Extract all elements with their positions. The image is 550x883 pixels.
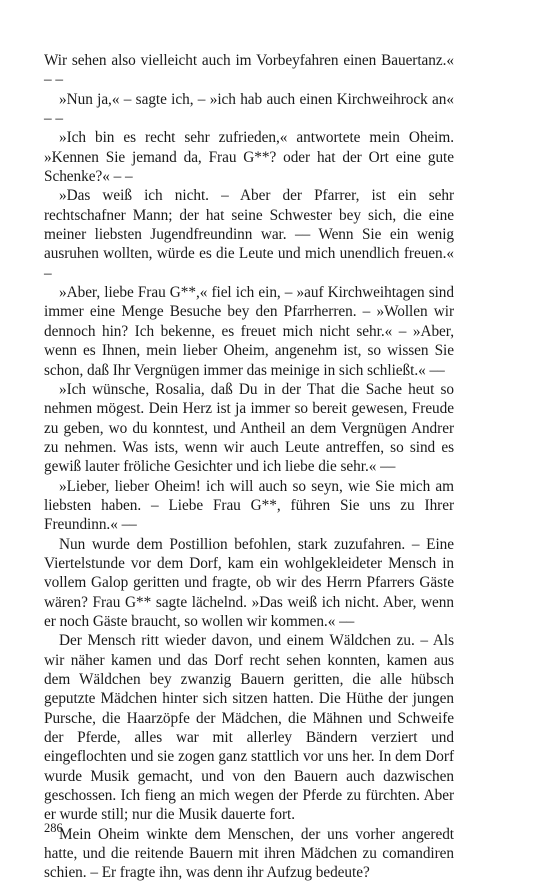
page-number: 286 xyxy=(44,821,63,835)
body-text xyxy=(44,51,454,883)
paragraph: »Das weiß ich nicht. – Aber der Pfarrer, ist ein sehr rechtschafner Mann; der hat seine Schwester bey sich, die eine meiner liebsten Jugendfreundinn war. –– Wenn Sie ein wenig ausruhen wollten, würde es die Leute und mich unendlich freuen.« – xyxy=(44,187,454,282)
paragraph: »Ich wünsche, Rosalia, daß Du in der That die Sache heut so nehmen mögest. Dein Herz ist ja immer so bereit gewesen, Freude zu geben, wo du konntest, und Antheil an dem Vergnügen Andrer zu nehmen. Was ists, wenn wir auch Leute antreffen, so sind es gewiß lauter fröliche Gesichter und ich liebe die sehr.« –– xyxy=(44,380,454,476)
paragraph: »Nun ja,« – sagte ich, – »ich hab auch einen Kirchweihrock an« – – xyxy=(44,90,454,128)
paragraph: Nun wurde dem Postillion befohlen, stark zuzufahren. – Eine Viertelstunde vor dem Dorf, kam ein wohlgekleideter Mensch in vollem Galop geritten und fragte, ob wir des Herrn Pfarrers Gäste wären? Frau G** sagte lächelnd. »Das weiß ich nicht. Aber, wenn er noch Gäste braucht, so wollen wir kommen.« –– xyxy=(44,535,454,630)
paragraph: Mein Oheim winkte dem Menschen, der uns vorher angeredt hatte, und die reitende Bauern mit ihren Mädchen zu comandiren schien. – Er fragte ihn, was denn ihr Aufzug bedeute? xyxy=(44,825,454,882)
paragraph: »Ich bin es recht sehr zufrieden,« antwortete mein Oheim. »Kennen Sie jemand da, Frau G**? oder hat der Ort eine gute Schenke?« – – xyxy=(44,129,454,186)
paragraph: »Aber, liebe Frau G**,« fiel ich ein, – »auf Kirchweihtagen sind immer eine Menge Besuche bey den Pfarrherren. – »Wollen wir dennoch hin? Ich bekenne, es freuet mich nicht sehr.« – »Aber, wenn es Ihnen, mein lieber Oheim, angenehm ist, so wissen Sie schon, daß Ihr Vergnügen immer das meinige in sich schließt.« –– xyxy=(44,284,454,379)
paragraph: »Lieber, lieber Oheim! ich will auch so seyn, wie Sie mich am liebsten haben. – Liebe Frau G**, führen Sie uns zu Ihrer Freundinn.« –– xyxy=(44,477,454,534)
paragraph: Der Mensch ritt wieder davon, und einem Wäldchen zu. – Als wir näher kamen und das Dorf recht sehen konnten, kamen aus dem Wäldchen bey zwanzig Bauern geritten, die alle hübsch geputzte Mädchen hinter sich sitzen hatten. Die Hüthe der jungen Pursche, die Haarzöpfe der Mädchen, die Mähnen und Schweife der Pferde, alles war mit allerley Bändern verziert und eingeflochten und sie zogen ganz stattlich vor uns her. In dem Dorf wurde Musik gemacht, und von den Bauern auch dazwischen geschossen. Ich fieng an mich wegen der Pferde zu fürchten. Aber er wurde still; nur die Musik dauerte fort. xyxy=(44,632,454,824)
paragraph: Wir sehen also vielleicht auch im Vorbeyfahren einen Bauertanz.« – – xyxy=(44,52,454,89)
